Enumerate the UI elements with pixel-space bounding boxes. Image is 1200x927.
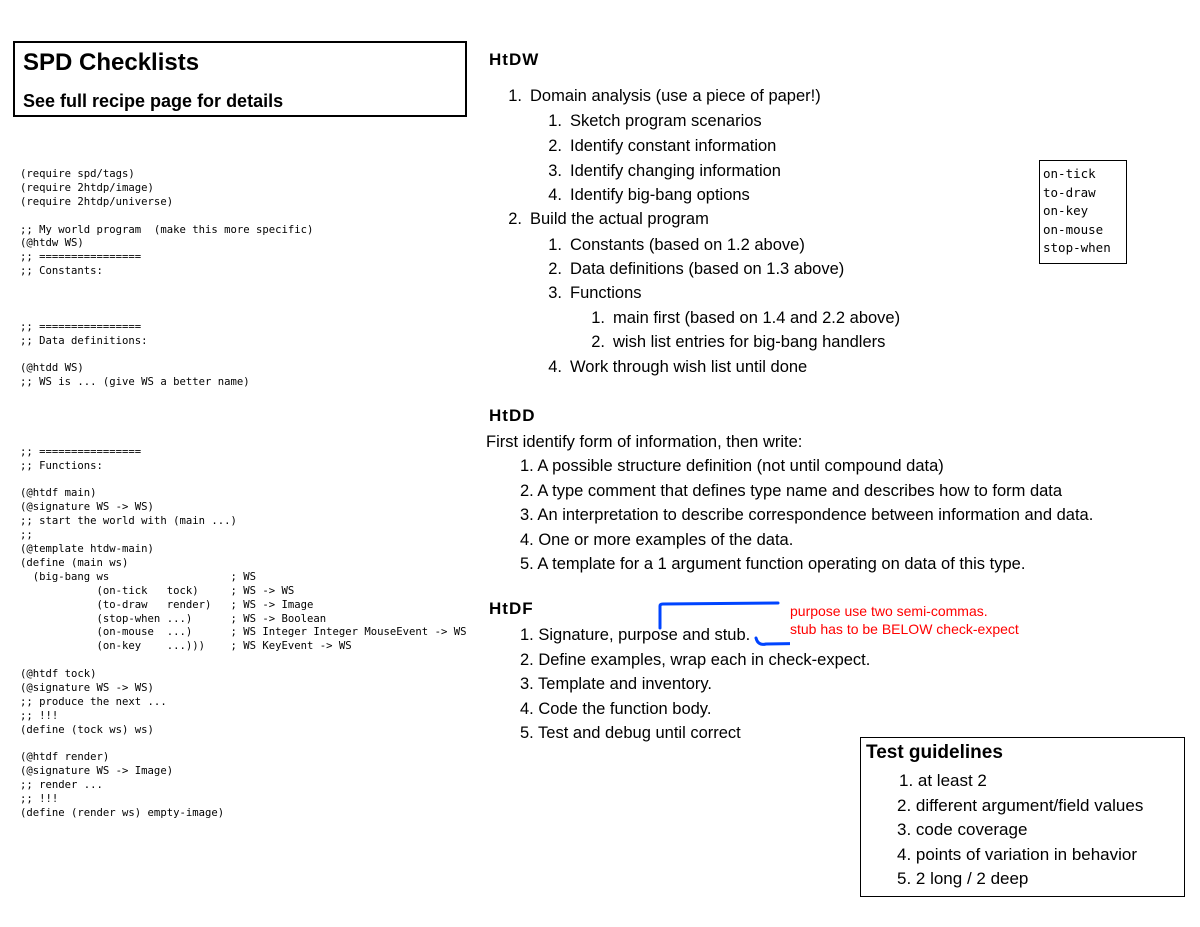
htdw-item-number: 1.	[548, 236, 562, 254]
code-line: (@signature WS -> WS)	[20, 501, 154, 514]
htdw-item-text: Data definitions (based on 1.3 above)	[570, 260, 845, 278]
htdw-item-number: 2.	[548, 137, 562, 155]
code-line: (define (tock ws) ws)	[20, 723, 154, 736]
page-subtitle: See full recipe page for details	[23, 91, 284, 111]
htdd-item: 5. A template for a 1 argument function operating on data of this type.	[520, 555, 1026, 573]
test-guideline-item: 5. 2 long / 2 deep	[897, 869, 1029, 888]
htdf-item: 5. Test and debug until correct	[520, 724, 741, 742]
htdf-heading: HtDF	[489, 599, 534, 618]
htdf-item: 3. Template and inventory.	[520, 675, 713, 693]
htdw-item	[540, 185, 750, 205]
htdw-item-text: Identify constant information	[570, 137, 777, 155]
annotation-bracket	[650, 598, 790, 650]
big-bang-option: to-draw	[1043, 184, 1096, 200]
annotation-line-1: purpose use two semi-commas.	[790, 603, 988, 619]
code-line: (on-key ...))) ; WS KeyEvent -> WS	[20, 640, 352, 653]
htdw-item-text: Domain analysis (use a piece of paper!)	[530, 87, 821, 105]
code-line: ;; WS is ... (give WS a better name)	[20, 376, 250, 389]
htdw-item-text: Identify changing information	[570, 162, 781, 180]
code-line: (require spd/tags)	[20, 168, 135, 180]
htdw-item-number: 2.	[548, 260, 562, 278]
htdw-item	[540, 136, 776, 156]
code-line	[20, 474, 466, 488]
annotation-line-2: stub has to be BELOW check-expect	[790, 621, 1019, 637]
htdw-item	[583, 308, 900, 328]
htdw-item	[540, 161, 781, 181]
htdw-item	[500, 86, 821, 106]
htdf-item: 2. Define examples, wrap each in check-expect.	[520, 650, 871, 669]
htdd-item: 1. A possible structure definition (not until compound data)	[520, 457, 944, 475]
big-bang-option: stop-when	[1043, 240, 1111, 256]
htdw-item-text: Identify big-bang options	[570, 186, 750, 204]
code-line: (@htdf tock)	[20, 668, 97, 681]
htdw-item-number: 3.	[548, 162, 562, 180]
code-line	[20, 418, 466, 432]
title-box	[13, 41, 467, 117]
code-line: (on-tick tock) ; WS -> WS	[20, 584, 295, 597]
annotation-bracket-bottom	[756, 626, 790, 644]
big-bang-option: on-mouse	[1043, 221, 1104, 237]
code-line	[20, 307, 466, 321]
htdw-item	[500, 209, 709, 229]
code-line: (require 2htdp/image)	[20, 181, 154, 194]
code-line: (@htdd WS)	[20, 362, 84, 375]
code-line: ;; Data definitions:	[20, 334, 148, 347]
code-line: ;; ================	[20, 445, 142, 458]
annotation-bracket-top	[660, 603, 778, 628]
htdw-item	[540, 111, 762, 131]
htdd-intro: First identify form of information, then write:	[486, 433, 803, 451]
test-guidelines-box	[860, 737, 1185, 897]
code-line: (to-draw render) ; WS -> Image	[20, 598, 314, 611]
htdw-item	[583, 332, 885, 352]
code-line: ;; produce the next ...	[20, 695, 167, 708]
code-line: ;; ================	[20, 320, 142, 333]
htdw-item-text: Work through wish list until done	[570, 358, 808, 376]
htdw-item-text: Sketch program scenarios	[570, 112, 762, 130]
test-guideline-item: 3. code coverage	[897, 820, 1028, 839]
big-bang-option: on-tick	[1043, 166, 1096, 181]
code-line: (@signature WS -> WS)	[20, 681, 154, 694]
code-line: (big-bang ws ; WS	[20, 570, 256, 583]
code-line: (@htdf main)	[20, 487, 97, 500]
code-line	[20, 654, 466, 668]
code-line	[20, 432, 466, 446]
code-line: ;; !!!	[20, 793, 59, 806]
htdw-item-text: wish list entries for big-bang handlers	[613, 333, 886, 351]
big-bang-options-box	[1039, 160, 1127, 264]
htdw-item	[540, 259, 844, 279]
code-line: (@htdf render)	[20, 751, 110, 764]
code-line: (define (main ws)	[20, 556, 129, 569]
code-line	[20, 404, 466, 418]
test-guideline-item: 1. at least 2	[899, 771, 987, 790]
code-line: ;; My world program (make this more specific)	[20, 223, 314, 236]
htdf-item: 1. Signature, purpose and stub.	[520, 626, 751, 644]
code-line	[20, 349, 466, 363]
code-line	[20, 210, 466, 224]
code-line: (@template htdw-main)	[20, 543, 154, 556]
code-line: ;; ================	[20, 251, 142, 264]
htdw-item-number: 1.	[508, 87, 522, 105]
code-line: (@signature WS -> Image)	[20, 765, 174, 778]
code-line: (define (render ws) empty-image)	[20, 806, 225, 819]
htdw-item-number: 2.	[508, 210, 522, 228]
code-line: ;; Functions:	[20, 459, 103, 472]
htdw-item	[540, 283, 642, 303]
code-line: ;; !!!	[20, 709, 59, 722]
code-line: ;;	[20, 529, 33, 542]
htdd-item: 4. One or more examples of the data.	[520, 530, 794, 549]
test-guideline-item: 2. different argument/field values	[897, 795, 1144, 815]
htdd-heading: HtDD	[489, 406, 536, 425]
big-bang-option: on-key	[1043, 203, 1089, 219]
page-title: SPD Checklists	[23, 49, 200, 76]
htdd-item: 2. A type comment that defines type name and describes how to form data	[520, 481, 1063, 500]
htdw-item-text: Functions	[570, 284, 642, 302]
code-line: ;; render ...	[20, 779, 103, 792]
code-line: (on-mouse ...) ; WS Integer Integer MouseEvent -> WS	[20, 626, 467, 639]
code-line: ;; start the world with (main ...)	[20, 515, 237, 528]
code-line: (require 2htdp/universe)	[20, 195, 174, 208]
code-line	[20, 738, 466, 752]
htdw-item-number: 4.	[548, 358, 562, 376]
htdw-item-number: 4.	[548, 186, 562, 204]
code-template	[20, 168, 466, 821]
htdw-item-number: 1.	[548, 112, 562, 130]
code-line: (@htdw WS)	[20, 237, 84, 250]
htdw-item-text: Constants (based on 1.2 above)	[570, 236, 805, 254]
htdf-item: 4. Code the function body.	[520, 699, 712, 718]
htdw-item-number: 3.	[548, 284, 562, 302]
test-guideline-item: 4. points of variation in behavior	[897, 844, 1138, 864]
code-line	[20, 390, 466, 404]
code-line	[20, 293, 466, 307]
htdw-item-text: Build the actual program	[530, 210, 709, 228]
htdw-heading: HtDW	[489, 50, 540, 69]
code-line: (stop-when ...) ; WS -> Boolean	[20, 612, 327, 625]
htdw-item-text: main first (based on 1.4 and 2.2 above)	[613, 309, 901, 327]
code-line: ;; Constants:	[20, 265, 103, 278]
htdw-item	[540, 235, 805, 255]
htdw-item-number: 1.	[591, 309, 605, 327]
htdw-item-number: 2.	[591, 333, 605, 351]
htdd-item: 3. An interpretation to describe correspondence between information and data.	[520, 506, 1094, 524]
test-guidelines-title: Test guidelines	[866, 742, 1003, 763]
htdw-item	[540, 357, 807, 377]
code-line	[20, 279, 466, 293]
